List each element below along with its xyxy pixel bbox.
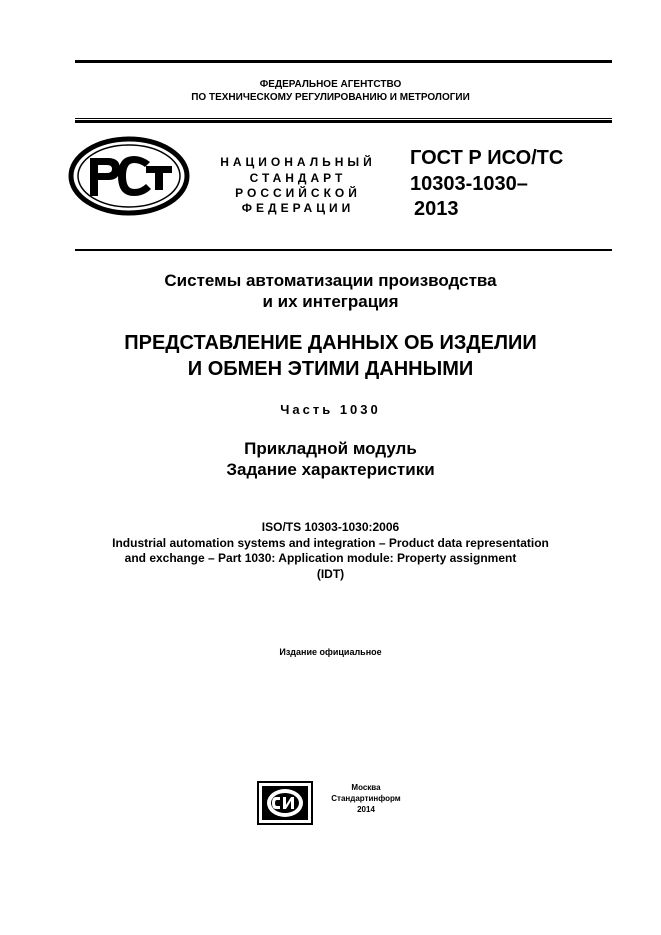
top-rule xyxy=(75,60,612,63)
main-title-line-1: ПРЕДСТАВЛЕНИЕ ДАННЫХ ОБ ИЗДЕЛИИ xyxy=(124,332,537,354)
header-rule-thick xyxy=(75,120,612,123)
module-title-line-1: Прикладной модуль xyxy=(244,439,417,458)
iso-reference-line-4: (IDT) xyxy=(316,567,345,581)
national-standard-line-1: НАЦИОНАЛЬНЫЙ xyxy=(220,155,376,169)
publisher-year: 2014 xyxy=(357,805,375,814)
iso-reference-line-2: Industrial automation systems and integration – Product data representation xyxy=(112,536,549,550)
title-rule xyxy=(75,249,612,251)
main-title-line-2: И ОБМЕН ЭТИМИ ДАННЫМИ xyxy=(187,358,474,380)
official-edition: Издание официальное xyxy=(279,647,382,657)
systems-title-line-1: Системы автоматизации производства xyxy=(164,271,497,290)
part-number: Часть 1030 xyxy=(280,402,381,417)
header-rule-thin xyxy=(75,118,612,119)
iso-reference-line-1: ISO/TS 10303-1030:2006 xyxy=(261,520,400,534)
systems-title-line-2: и их интеграция xyxy=(262,292,399,311)
rst-emblem-icon xyxy=(68,136,190,216)
standard-code-line-1: ГОСТ Р ИСО/ТС xyxy=(410,147,564,169)
agency-line-1: ФЕДЕРАЛЬНОЕ АГЕНТСТВО xyxy=(259,79,402,90)
standard-code-line-3: 2013 xyxy=(414,198,459,220)
national-standard-line-4: ФЕДЕРАЦИИ xyxy=(241,201,355,215)
agency-line-2: ПО ТЕХНИЧЕСКОМУ РЕГУЛИРОВАНИЮ И МЕТРОЛОГИИ xyxy=(191,92,470,103)
standard-code-line-2: 10303-1030– xyxy=(410,173,528,195)
national-standard-line-2: СТАНДАРТ xyxy=(249,171,347,185)
standartinform-logo-icon xyxy=(256,780,314,826)
national-standard-line-3: РОССИЙСКОЙ xyxy=(235,186,361,200)
module-title-line-2: Задание характеристики xyxy=(226,460,435,479)
publisher-city: Москва xyxy=(351,783,381,792)
publisher-name: Стандартинформ xyxy=(331,794,401,803)
iso-reference-line-3: and exchange – Part 1030: Application module: Property assignment xyxy=(124,551,517,565)
